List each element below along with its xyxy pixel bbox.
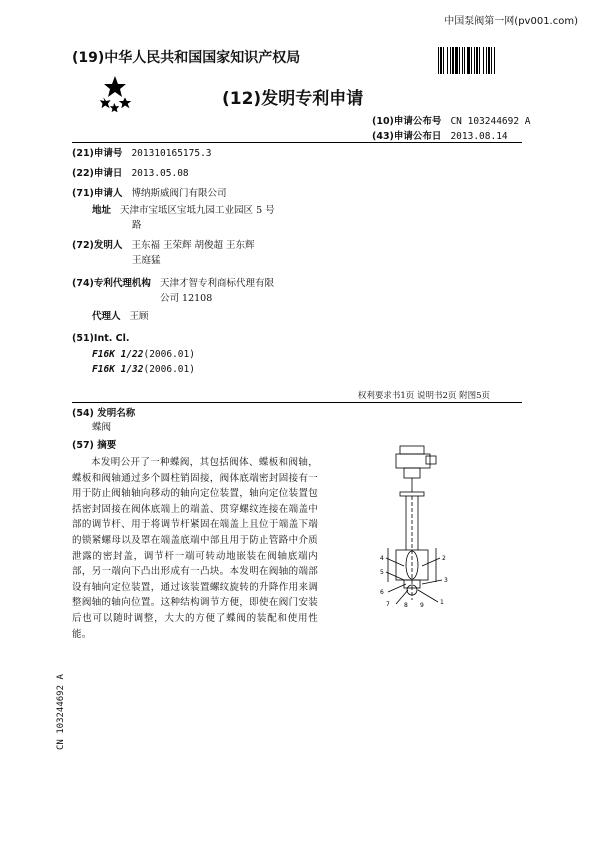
barcode <box>438 47 524 74</box>
figure-label: 3 <box>444 577 448 584</box>
publication-date-code: (43)申请公布日 <box>372 131 442 142</box>
int-cl-date: (2006.01) <box>143 349 195 360</box>
page-counts: 权利要求书1页 说明书2页 附图5页 <box>357 391 490 401</box>
address-code: 地址 <box>92 205 112 216</box>
side-publication-code: CN 103244692 A <box>56 674 66 750</box>
biblio-divider <box>72 402 522 403</box>
int-cl-code: (51)Int. Cl. <box>72 333 130 344</box>
publication-number <box>372 113 531 127</box>
header-divider <box>72 142 522 143</box>
agency-line1: 天津才智专利商标代理有限 <box>159 278 274 289</box>
valve-figure <box>366 440 478 608</box>
figure-label: 7 <box>386 601 390 608</box>
inventors-line2: 王庭猛 <box>132 255 161 266</box>
applicant-value: 博纳斯威阀门有限公司 <box>131 188 227 199</box>
abstract-text: 本发明公开了一种蝶阀，其包括阀体、蝶板和阀轴，蝶板和阀轴通过多个圆柱销固接，阀体底端密封固接有一用于防止阀轴轴向移动的轴向定位装置，轴向定位装置包括密封固接在阀体底端上的端盖、贯穿螺纹连接在端盖中部的调节杆、用于将调节杆紧固在端盖上且位于端盖下端的锁紧螺母以及罩在端盖底端中部且用于防止管路中介质泄露的密封盖，调节杆一端可转动地嵌装在阀轴底端内部，另一端向下凸出形成有一凸块。本发明在阀轴的端部设有轴向定位装置，通过该装置螺纹旋转的升降作用来调整阀轴的轴向位置。这种结构调节方便，即使在阀门安装后也可以随时调整，大大的方便了蝶阀的装配和使用性能。 <box>72 457 318 640</box>
agency <box>72 277 274 291</box>
int-cl-class: F16K 1/22 <box>92 349 144 360</box>
inventors <box>72 239 255 253</box>
publication-type: (12)发明专利申请 <box>222 89 364 109</box>
office-name: (19)中华人民共和国国家知识产权局 <box>72 50 301 66</box>
agent-value: 王顾 <box>129 311 149 322</box>
int-cl <box>72 332 130 346</box>
filing-date <box>72 167 189 181</box>
figure-label: 1 <box>440 599 444 606</box>
inventors-code: (72)发明人 <box>72 240 123 251</box>
figure-label: 9 <box>420 602 424 608</box>
address <box>92 204 275 218</box>
application-number-value: 201310165175.3 <box>131 148 212 159</box>
figure-label: 6 <box>380 589 384 596</box>
publication-number-code: (10)申请公布号 <box>372 116 442 127</box>
top-flange <box>400 492 424 496</box>
int-cl-date: (2006.01) <box>143 364 195 375</box>
figure-label: 2 <box>442 555 446 562</box>
actuator-body <box>396 454 430 468</box>
actuator-top <box>400 446 424 454</box>
barcode-bar <box>495 47 498 74</box>
sipo-logo-icon <box>98 74 132 114</box>
publication-date <box>372 128 508 142</box>
publication-number-value: CN 103244692 A <box>450 116 531 127</box>
agency-line2: 公司 12108 <box>160 293 213 304</box>
agent <box>92 310 149 324</box>
figure-label: 5 <box>380 569 384 576</box>
title-code-label: (54) 发明名称 <box>72 408 136 419</box>
gear-box <box>404 468 420 478</box>
address-line1: 天津市宝坻区宝坻九园工业园区 5 号 <box>120 205 275 216</box>
application-number-code: (21)申请号 <box>72 148 123 159</box>
title-code <box>72 407 135 421</box>
address-line2: 路 <box>132 220 142 231</box>
filing-date-value: 2013.05.08 <box>131 168 189 179</box>
applicant-code: (71)申请人 <box>72 188 123 199</box>
invention-title: 蝶阀 <box>92 422 112 433</box>
actuator-handwheel <box>426 456 436 464</box>
int-cl-class: F16K 1/32 <box>92 364 144 375</box>
figure-label: 4 <box>380 555 384 562</box>
figure-label: 8 <box>404 602 408 608</box>
source-watermark: 中国泵阀第一网(pv001.com) <box>444 16 578 27</box>
abstract-code-label: (57) 摘要 <box>72 440 117 451</box>
filing-date-code: (22)申请日 <box>72 168 123 179</box>
application-number <box>72 147 212 161</box>
agency-code: (74)专利代理机构 <box>72 278 151 289</box>
applicant <box>72 187 226 201</box>
int-cl-item <box>92 348 195 362</box>
agent-code: 代理人 <box>92 311 121 322</box>
int-cl-item <box>92 363 195 377</box>
inventors-line1: 王东福 王荣辉 胡俊超 王东辉 <box>131 240 255 251</box>
publication-date-value: 2013.08.14 <box>450 131 508 142</box>
abstract-code <box>72 439 116 453</box>
